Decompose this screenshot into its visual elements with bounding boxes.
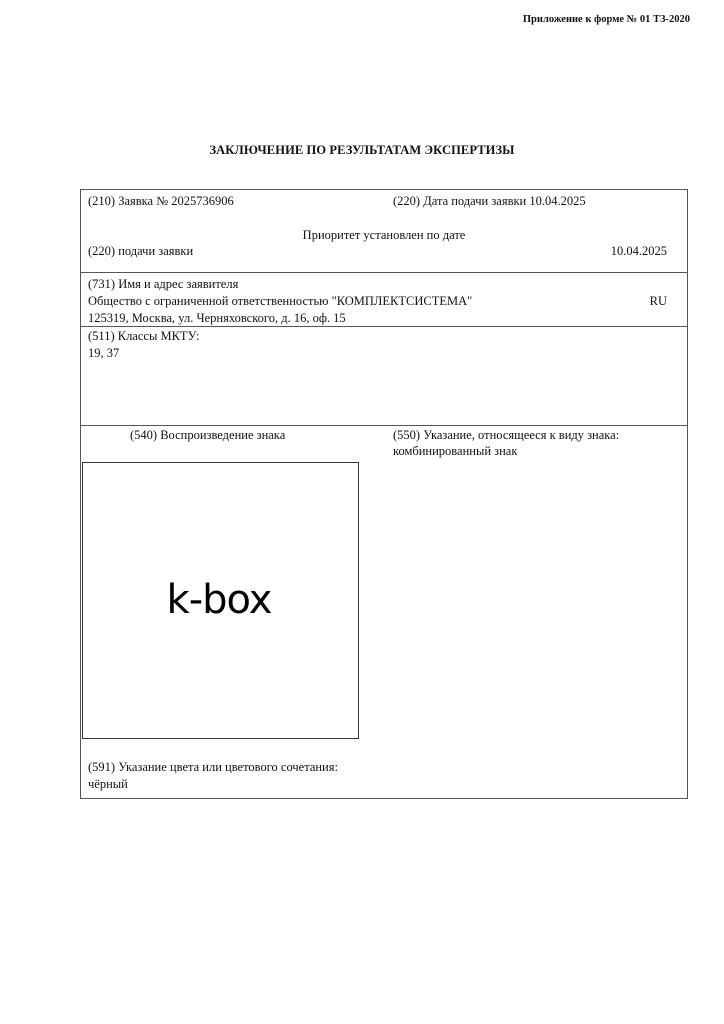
applicant-name: Общество с ограниченной ответственностью "КОМПЛЕКТСИСТЕМА": [88, 294, 473, 308]
priority-basis: (220) подачи заявки: [88, 244, 194, 258]
applicant-label: (731) Имя и адрес заявителя: [88, 277, 239, 291]
logo-wordmark: k-box: [166, 577, 272, 623]
document-title: ЗАКЛЮЧЕНИЕ ПО РЕЗУЛЬТАТАМ ЭКСПЕРТИЗЫ: [209, 143, 515, 157]
application-number: (210) Заявка № 2025736906: [88, 194, 234, 208]
classes-label: (511) Классы МКТУ:: [88, 329, 200, 343]
applicant-address: 125319, Москва, ул. Черняховского, д. 16, оф. 15: [88, 311, 346, 325]
reproduction-label: (540) Воспроизведение знака: [130, 428, 286, 442]
classes-value: 19, 37: [88, 346, 120, 360]
mark-type-label: (550) Указание, относящееся к виду знака:: [393, 428, 620, 442]
form-note: Приложение к форме № 01 ТЗ-2020: [522, 14, 690, 25]
priority-text: Приоритет установлен по дате: [302, 228, 466, 242]
k-box-logo: [83, 463, 358, 738]
examination-form: [80, 189, 688, 799]
filing-date: (220) Дата подачи заявки 10.04.2025: [393, 194, 586, 208]
color-label: (591) Указание цвета или цветового сочетания:: [88, 760, 338, 774]
row-divider: [81, 425, 687, 426]
row-divider: [81, 272, 687, 273]
applicant-country: RU: [649, 294, 667, 308]
mark-type-value: комбинированный знак: [393, 444, 518, 458]
priority-date: 10.04.2025: [610, 244, 667, 258]
mark-image-frame: [82, 462, 359, 739]
row-divider: [81, 326, 687, 327]
color-value: чёрный: [88, 777, 128, 791]
